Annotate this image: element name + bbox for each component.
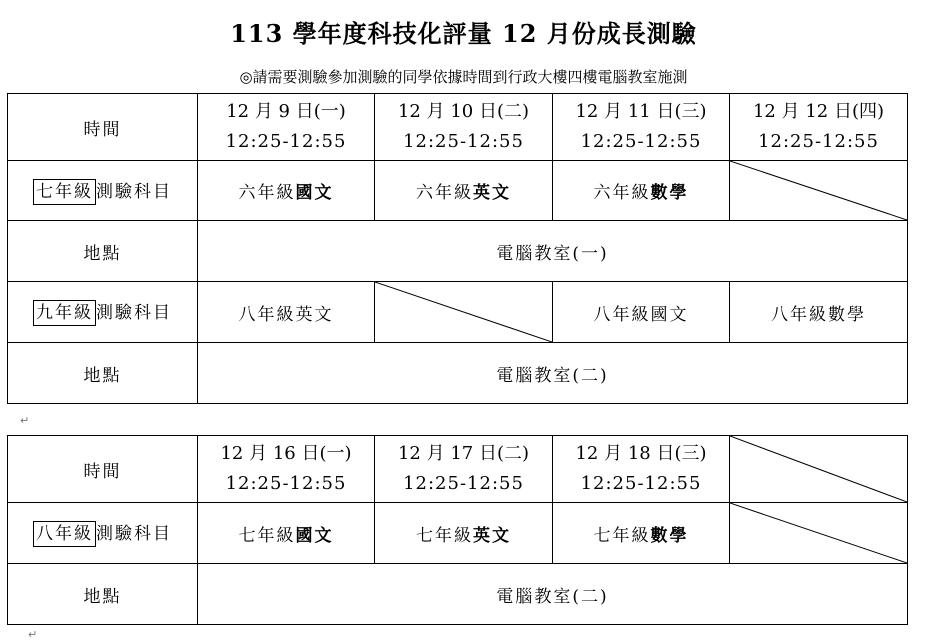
day-time: 12:25-12:55 xyxy=(580,473,702,494)
table-row xyxy=(8,436,908,503)
day-date: 12 月 11 日(三) xyxy=(575,101,707,122)
diagonal-line xyxy=(375,282,552,342)
grade-box: 七年級 xyxy=(33,179,96,205)
subject-label: 測驗科目 xyxy=(96,181,172,202)
subject-cell: 七年級數學 xyxy=(553,503,730,564)
table-row xyxy=(8,343,908,404)
table-row xyxy=(8,503,908,564)
day-time: 12:25-12:55 xyxy=(403,473,524,494)
place-value: 電腦教室(一) xyxy=(198,221,908,282)
day-time: 12:25-12:55 xyxy=(225,131,347,152)
place-label: 地點 xyxy=(8,221,198,282)
day-date: 12 月 18 日(三) xyxy=(575,443,707,464)
day-time: 12:25-12:55 xyxy=(225,473,347,494)
time-label: 時間 xyxy=(8,94,198,161)
paragraph-mark-icon: ↵ xyxy=(28,628,38,641)
table-row xyxy=(8,564,908,625)
day-time: 12:25-12:55 xyxy=(580,131,702,152)
subject-cell: 六年級英文 xyxy=(375,161,553,221)
subject-cell: 八年級英文 xyxy=(198,282,375,343)
day-date: 12 月 12 日(四) xyxy=(752,101,885,122)
day-cell xyxy=(375,436,553,503)
day-cell xyxy=(198,436,375,503)
place-value: 電腦教室(二) xyxy=(198,343,908,404)
page-subtitle: ◎請需要測驗參加測驗的同學依據時間到行政大樓四樓電腦教室施測 xyxy=(239,68,688,86)
subject-cell: 六年級數學 xyxy=(553,161,730,221)
table-row xyxy=(8,282,908,343)
day-time: 12:25-12:55 xyxy=(403,131,524,152)
day-cell xyxy=(730,94,908,161)
place-label: 地點 xyxy=(8,564,198,625)
empty-diagonal-cell xyxy=(730,161,908,221)
day-cell xyxy=(198,94,375,161)
subject-cell: 八年級數學 xyxy=(730,282,908,343)
schedule-table-2 xyxy=(7,435,908,625)
grade-subject-label xyxy=(8,503,198,564)
diagonal-line xyxy=(730,436,907,502)
subject-cell: 七年級英文 xyxy=(375,503,553,564)
grade-subject-label xyxy=(8,161,198,221)
subject-cell: 八年級國文 xyxy=(553,282,730,343)
subject-cell: 六年級國文 xyxy=(198,161,375,221)
subject-label: 測驗科目 xyxy=(96,303,172,323)
day-date: 12 月 10 日(二) xyxy=(397,101,530,122)
day-cell xyxy=(553,436,730,503)
table-row xyxy=(8,94,908,161)
paragraph-mark-icon: ↵ xyxy=(20,414,30,427)
day-cell xyxy=(375,94,553,161)
empty-diagonal-cell xyxy=(730,503,908,564)
time-label: 時間 xyxy=(8,436,198,503)
day-time: 12:25-12:55 xyxy=(758,131,879,152)
subject-label: 測驗科目 xyxy=(96,524,172,544)
day-date: 12 月 9 日(一) xyxy=(226,101,346,122)
table-row xyxy=(8,221,908,282)
place-label: 地點 xyxy=(8,343,198,404)
table-row xyxy=(8,161,908,221)
grade-box: 九年級 xyxy=(33,300,96,326)
grade-subject-label xyxy=(8,282,198,343)
empty-diagonal-cell xyxy=(375,282,553,343)
grade-box: 八年級 xyxy=(33,521,96,547)
page-title: 113 學年度科技化評量 12 月份成長測驗 xyxy=(230,19,697,48)
subject-cell: 七年級國文 xyxy=(198,503,375,564)
day-cell xyxy=(553,94,730,161)
day-date: 12 月 16 日(一) xyxy=(220,443,352,464)
empty-diagonal-cell xyxy=(730,436,908,503)
day-date: 12 月 17 日(二) xyxy=(397,443,530,464)
place-value: 電腦教室(二) xyxy=(198,564,908,625)
diagonal-line xyxy=(730,161,907,220)
diagonal-line xyxy=(730,503,907,563)
schedule-table-1 xyxy=(7,93,908,404)
